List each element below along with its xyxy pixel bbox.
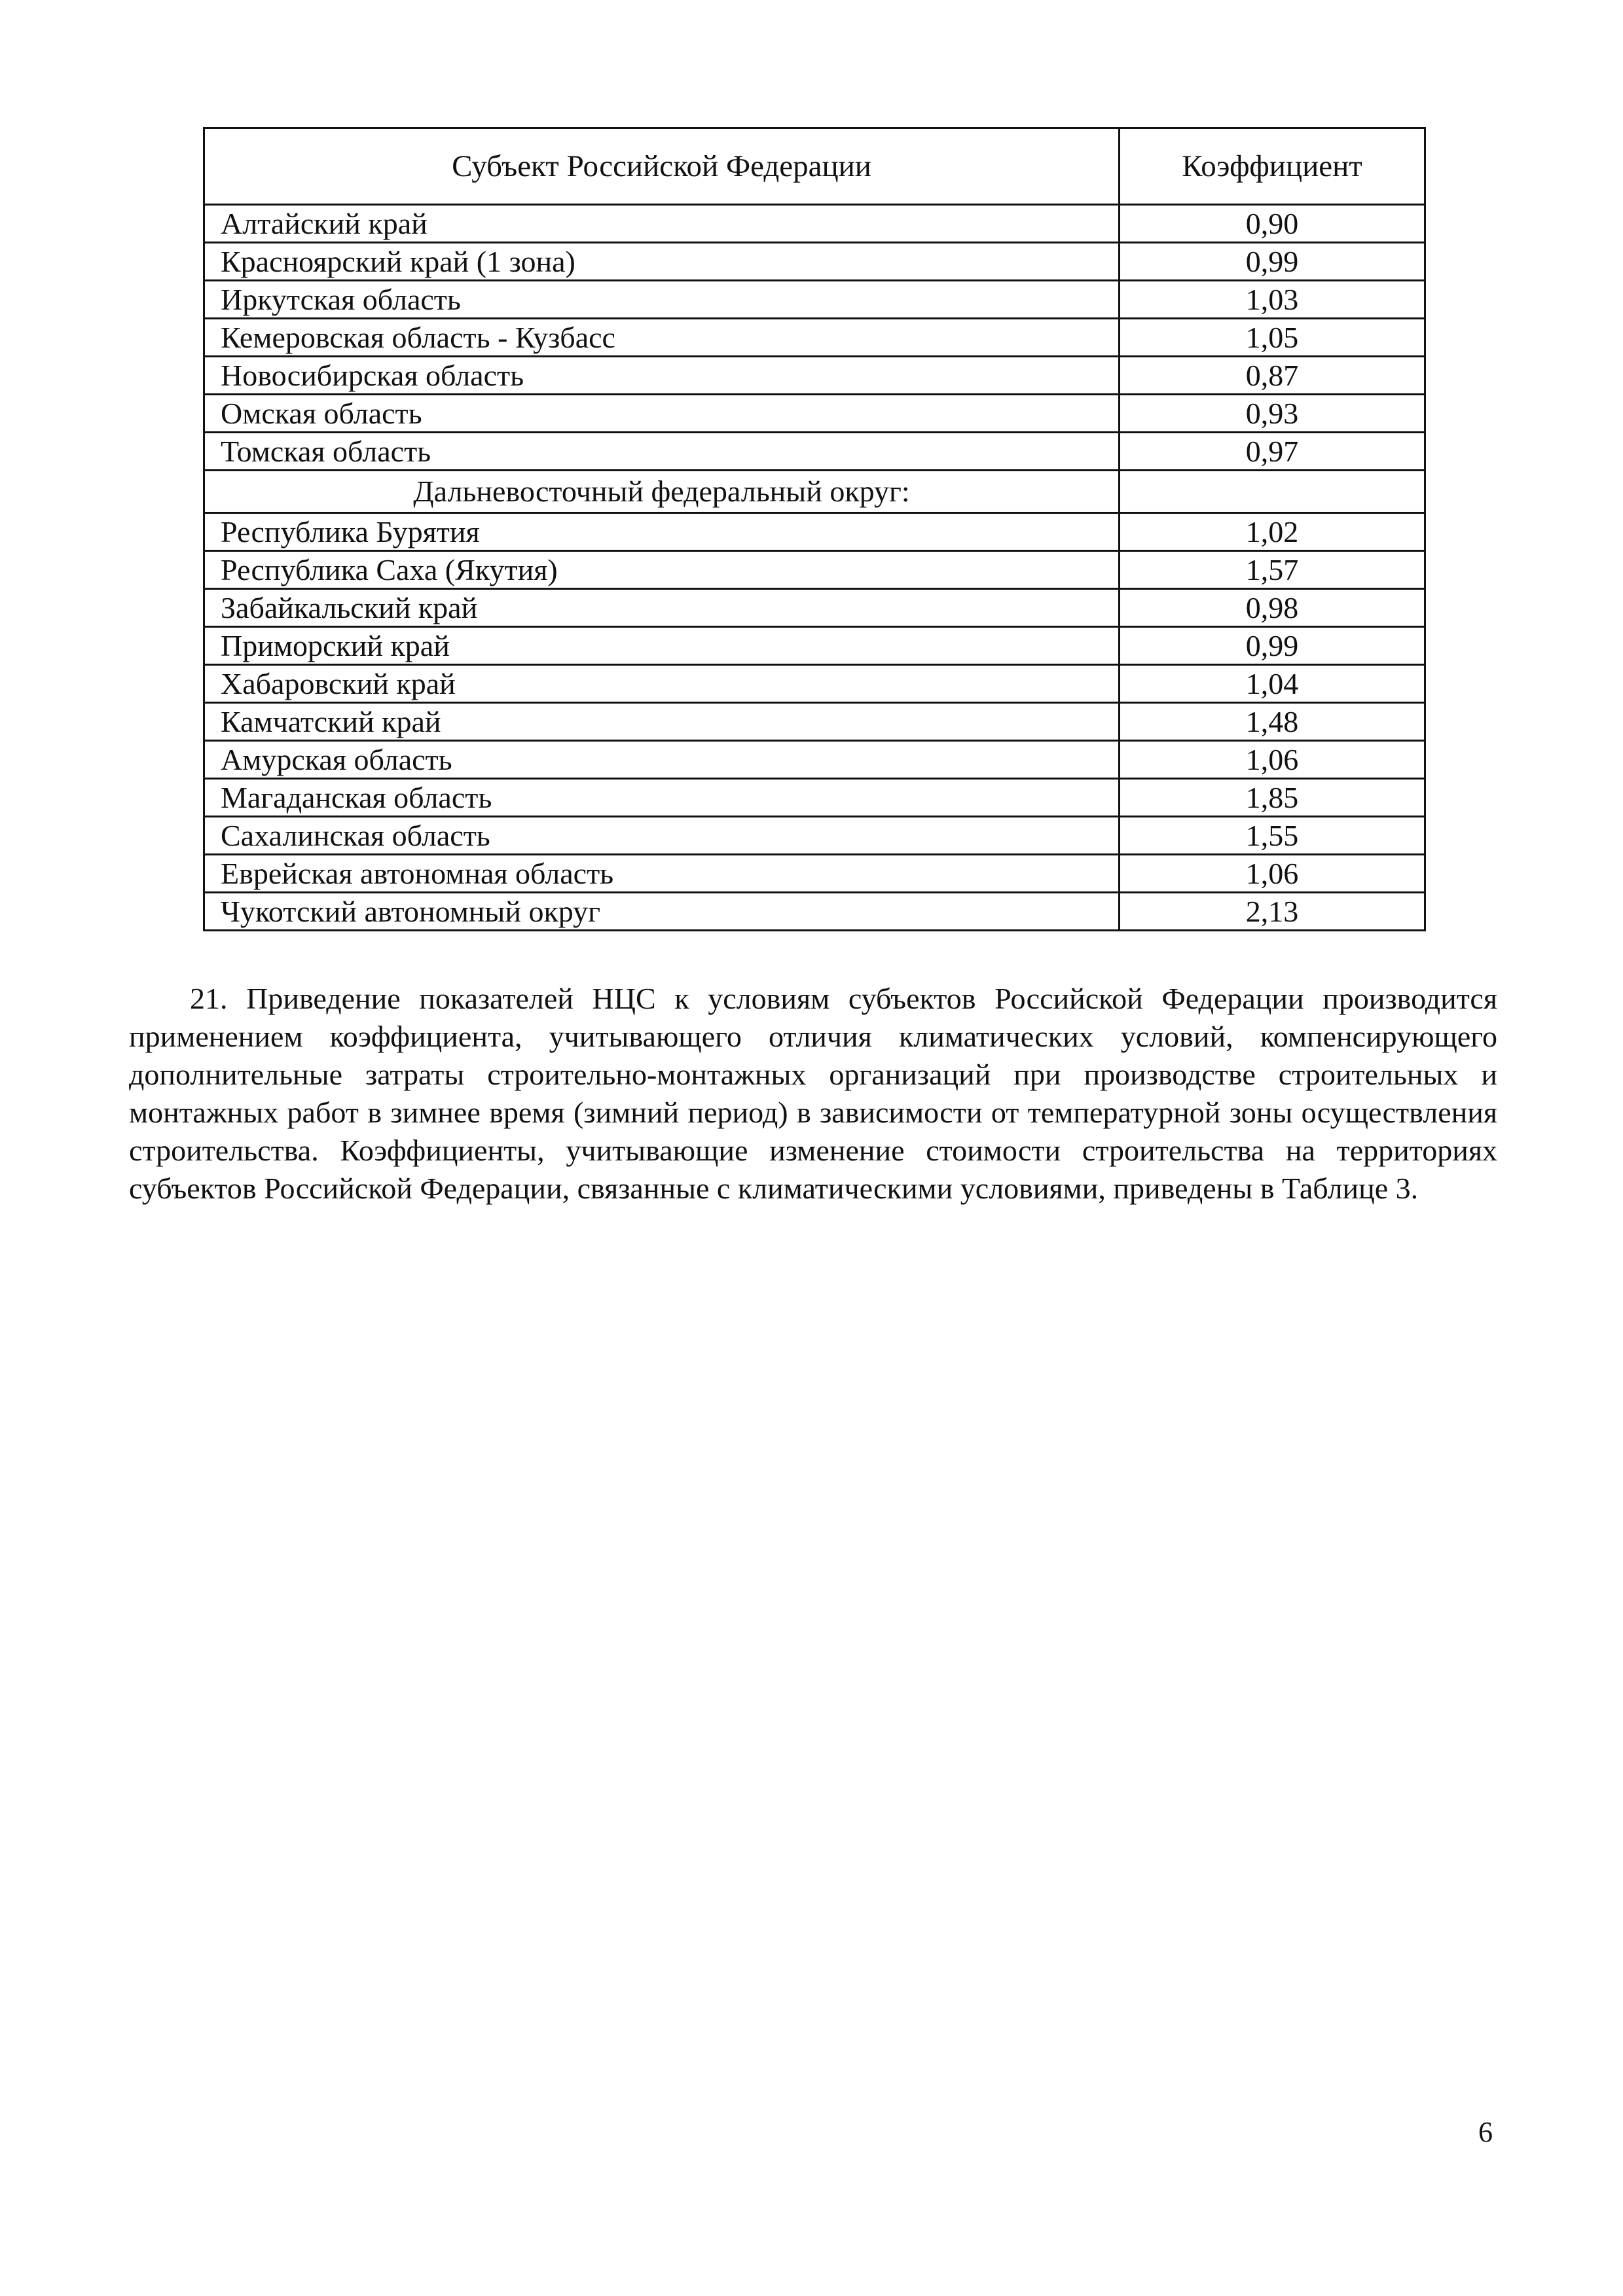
row-coefficient: 0,99 xyxy=(1120,243,1425,281)
row-subject: Забайкальский край xyxy=(204,589,1120,627)
row-subject: Приморский край xyxy=(204,627,1120,665)
row-subject: Республика Саха (Якутия) xyxy=(204,551,1120,589)
table-row xyxy=(204,779,1425,817)
row-coefficient: 1,55 xyxy=(1120,817,1425,855)
row-subject: Магаданская область xyxy=(204,779,1120,817)
table-row xyxy=(204,357,1425,395)
row-coefficient: 0,90 xyxy=(1120,205,1425,243)
page-number: 6 xyxy=(1478,2116,1493,2148)
row-coefficient: 0,93 xyxy=(1120,395,1425,433)
row-coefficient: 1,03 xyxy=(1120,281,1425,319)
row-subject: Кемеровская область - Кузбасс xyxy=(204,319,1120,357)
table-row xyxy=(204,855,1425,893)
table-row xyxy=(204,395,1425,433)
row-coefficient: 0,87 xyxy=(1120,357,1425,395)
row-subject: Хабаровский край xyxy=(204,665,1120,703)
table-row xyxy=(204,205,1425,243)
coefficient-table xyxy=(203,127,1426,931)
row-coefficient: 2,13 xyxy=(1120,893,1425,931)
section-heading: Дальневосточный федеральный округ: xyxy=(204,471,1120,513)
row-subject: Республика Бурятия xyxy=(204,513,1120,551)
row-coefficient: 1,05 xyxy=(1120,319,1425,357)
table-row xyxy=(204,589,1425,627)
row-subject: Красноярский край (1 зона) xyxy=(204,243,1120,281)
table-header-row xyxy=(204,128,1425,205)
row-coefficient: 1,48 xyxy=(1120,703,1425,741)
row-subject: Камчатский край xyxy=(204,703,1120,741)
table-row xyxy=(204,627,1425,665)
row-coefficient: 0,99 xyxy=(1120,627,1425,665)
table-row xyxy=(204,551,1425,589)
row-coefficient: 1,85 xyxy=(1120,779,1425,817)
header-coefficient: Коэффициент xyxy=(1120,128,1425,205)
section-heading-row xyxy=(204,471,1425,513)
row-coefficient: 1,57 xyxy=(1120,551,1425,589)
row-subject: Сахалинская область xyxy=(204,817,1120,855)
row-coefficient: 1,06 xyxy=(1120,855,1425,893)
row-coefficient: 1,04 xyxy=(1120,665,1425,703)
row-subject: Томская область xyxy=(204,433,1120,471)
row-coefficient: 0,98 xyxy=(1120,589,1425,627)
header-subject: Субъект Российской Федерации xyxy=(204,128,1120,205)
table-row xyxy=(204,281,1425,319)
table-row xyxy=(204,665,1425,703)
row-subject: Иркутская область xyxy=(204,281,1120,319)
table-row xyxy=(204,893,1425,931)
table-row xyxy=(204,243,1425,281)
table-row xyxy=(204,703,1425,741)
row-subject: Чукотский автономный округ xyxy=(204,893,1120,931)
row-subject: Новосибирская область xyxy=(204,357,1120,395)
table-row xyxy=(204,817,1425,855)
table-row xyxy=(204,433,1425,471)
table-row xyxy=(204,741,1425,779)
row-coefficient: 0,97 xyxy=(1120,433,1425,471)
row-subject: Еврейская автономная область xyxy=(204,855,1120,893)
row-coefficient: 1,06 xyxy=(1120,741,1425,779)
table-row xyxy=(204,319,1425,357)
paragraph-21: 21. Приведение показателей НЦС к условиям субъектов Российской Федерации производится применением коэффициента, учитывающего отличия климатических условий, компенсирующего дополнительные затраты строительно-монтажных организаций при производстве строительных и монтажных работ в зимнее время (зимний период) в зависимости от температурной зоны осуществления строительства. Коэффициенты, учитывающие изменение стоимости строительства на территориях субъектов Российской Федерации, связанные с климатическими условиями, приведены в Таблице 3. xyxy=(129,982,1497,1205)
section-empty-cell xyxy=(1120,471,1425,513)
row-subject: Омская область xyxy=(204,395,1120,433)
row-subject: Алтайский край xyxy=(204,205,1120,243)
table-row xyxy=(204,513,1425,551)
row-coefficient: 1,02 xyxy=(1120,513,1425,551)
row-subject: Амурская область xyxy=(204,741,1120,779)
